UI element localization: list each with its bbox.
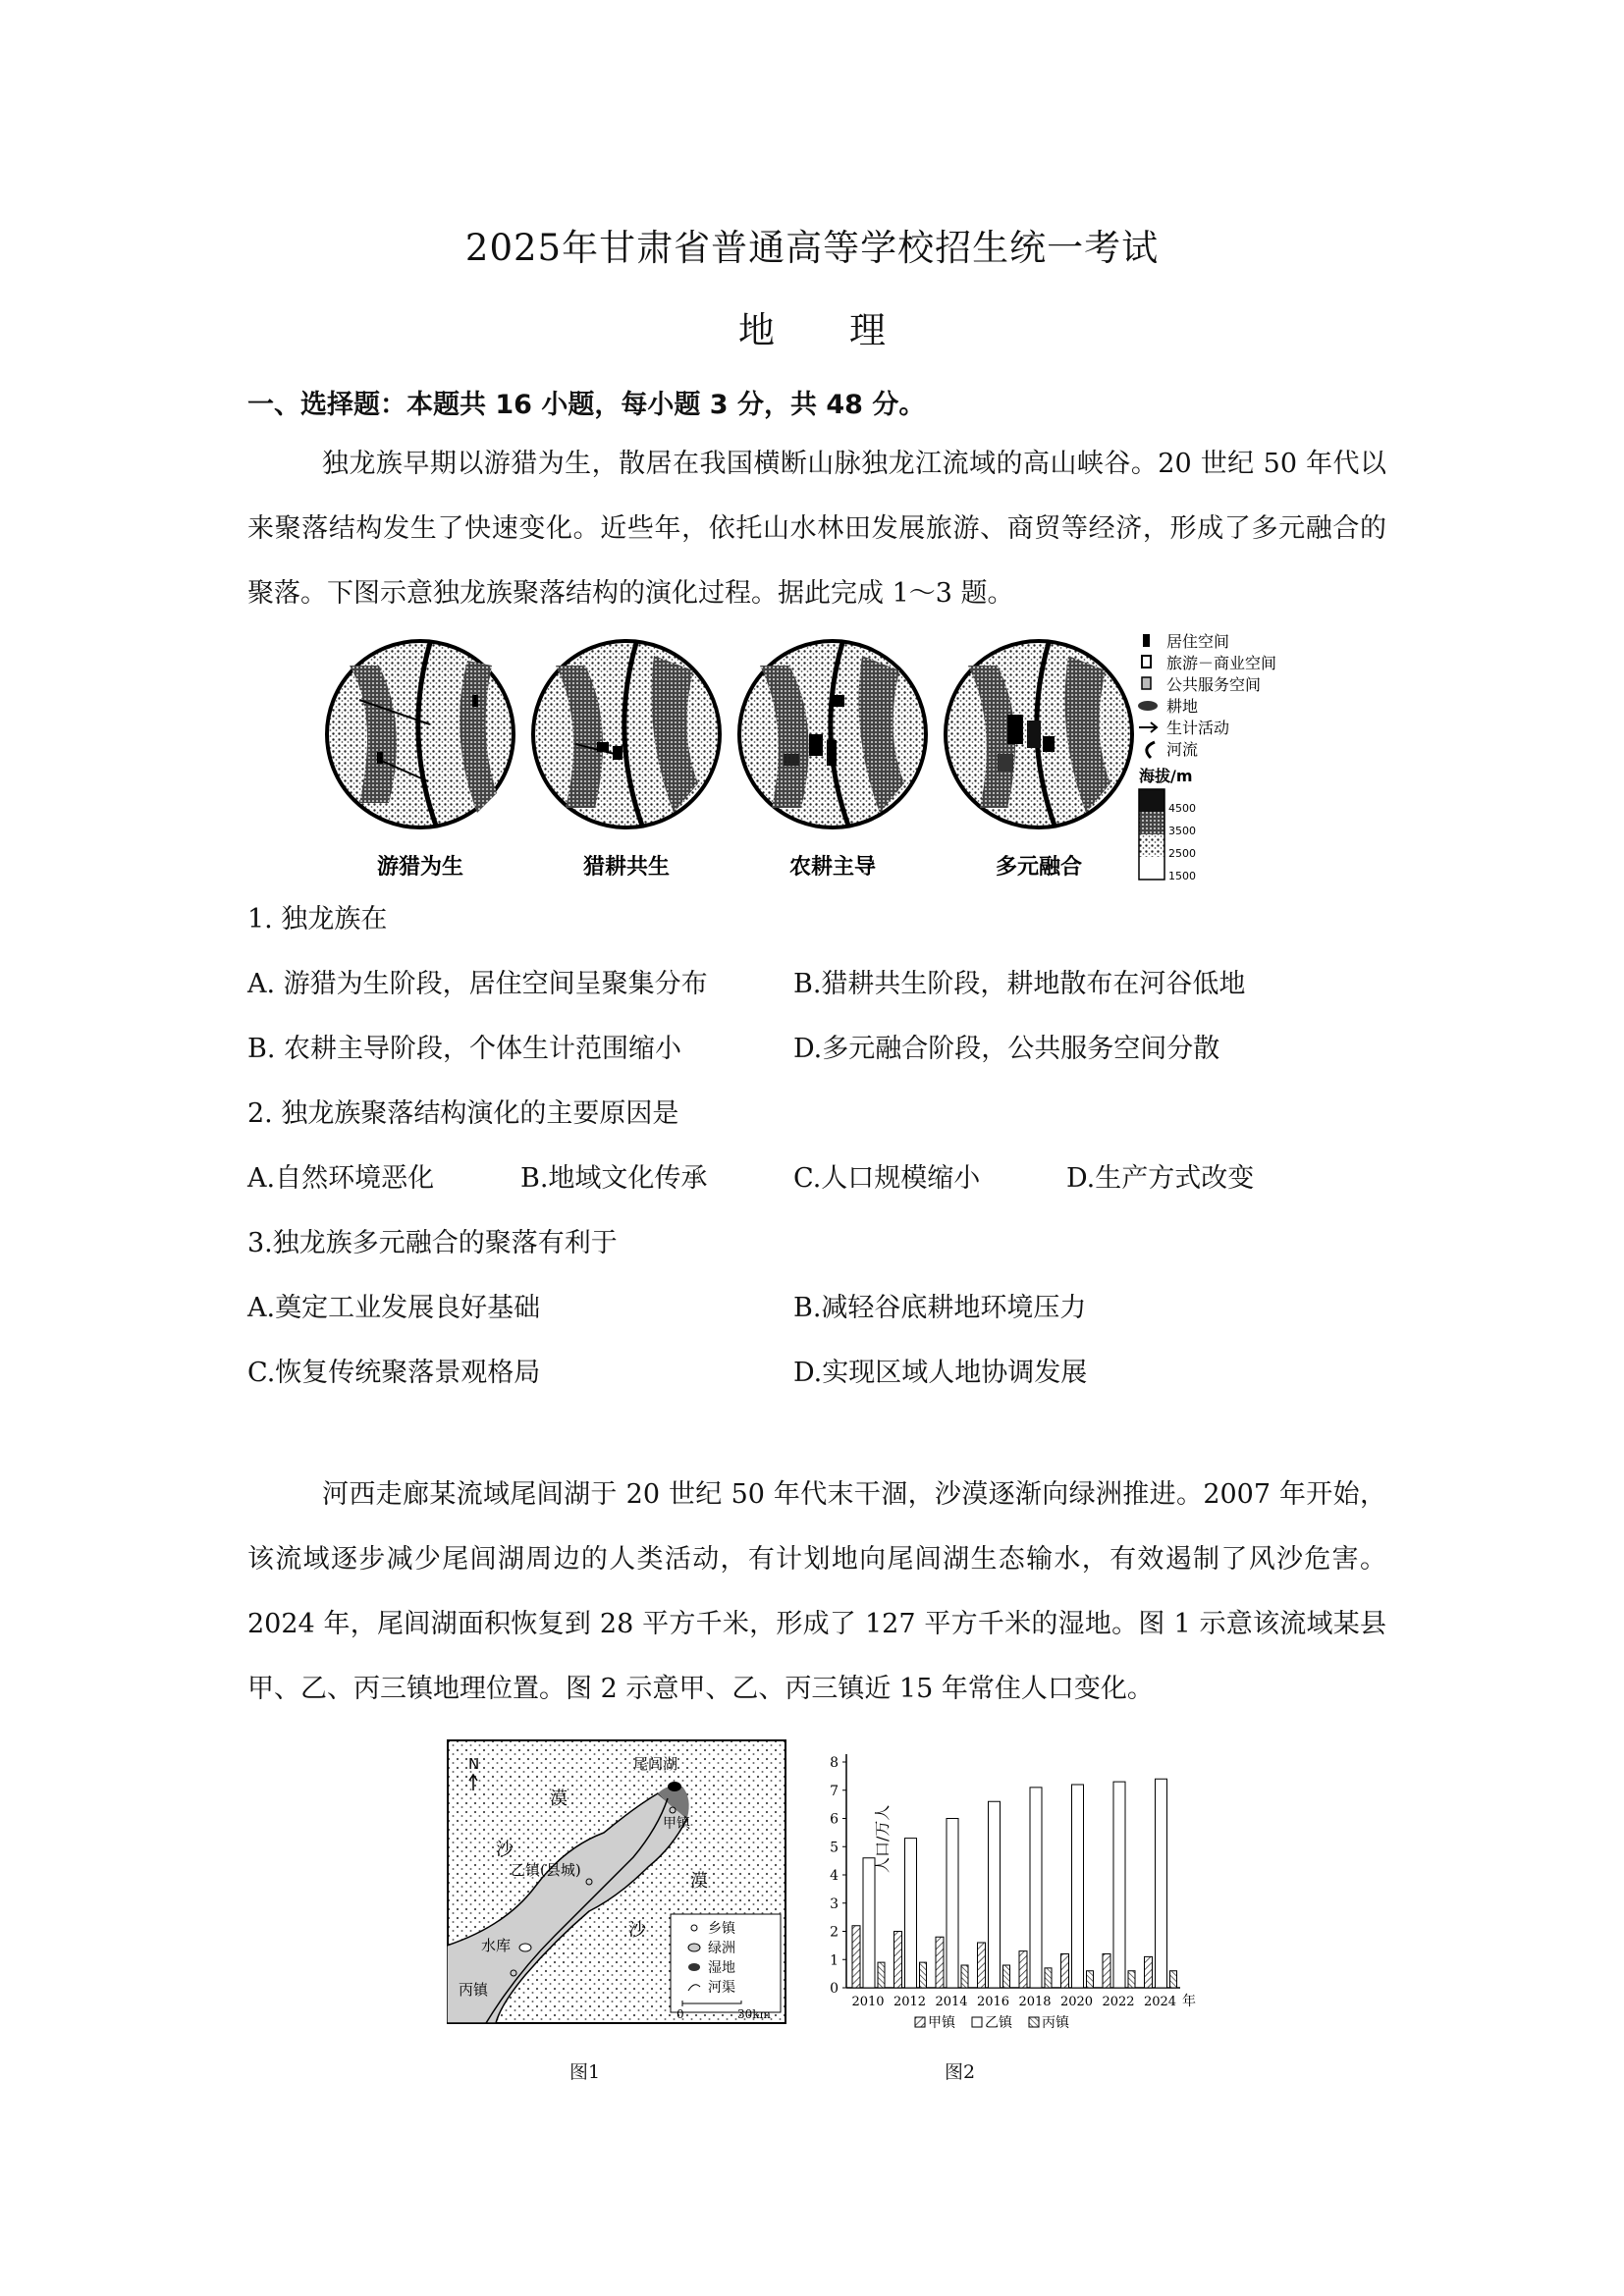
- legend-river-icon: [1147, 742, 1155, 758]
- stage-label-3: 农耕主导: [788, 855, 877, 880]
- legend-canal-label: 河渠: [708, 1980, 735, 1996]
- settlement-evolution-figure: [320, 626, 1304, 883]
- legend-wetland-icon: [688, 1963, 700, 1971]
- legend-farmland-icon: [1138, 701, 1158, 711]
- stage-circle-2: [533, 641, 720, 828]
- stage-label-1: 游猎为生: [376, 855, 464, 880]
- bar-甲镇-2022: [1103, 1954, 1110, 1989]
- legend-swatch-甲镇: [915, 2017, 925, 2027]
- legend-river-label: 河流: [1166, 740, 1199, 759]
- legend-tourism-label: 旅游－商业空间: [1166, 654, 1277, 672]
- stage-label-2: 猎耕共生: [582, 855, 671, 880]
- legend-elev-level-3: 2500: [1168, 847, 1196, 860]
- y-tick-label: 8: [830, 1755, 839, 1771]
- subject-char-2: 理: [849, 309, 886, 351]
- subject-char-1: 地: [738, 309, 775, 351]
- bar-甲镇-2016: [978, 1943, 986, 1988]
- bar-乙镇-2014: [947, 1819, 958, 1989]
- legend-label-甲镇: 甲镇: [928, 2015, 955, 2031]
- q2-option-d: D.生产方式改变: [1066, 1163, 1255, 1194]
- x-tick-label: 2016: [976, 1995, 1010, 2009]
- y-tick-label: 7: [830, 1783, 839, 1799]
- bing-town-label: 丙镇: [459, 1981, 489, 1999]
- y-tick-label: 6: [830, 1811, 839, 1828]
- legend-town-label: 乡镇: [708, 1921, 735, 1937]
- legend-swatch-丙镇: [1029, 2017, 1039, 2027]
- legend-oasis-icon: [688, 1944, 700, 1951]
- legend-elev-swatch-4: [1139, 857, 1164, 880]
- stage-circle-1: [327, 641, 514, 828]
- bar-乙镇-2024: [1156, 1779, 1167, 1988]
- legend-swatch-乙镇: [972, 2017, 982, 2027]
- jia-town-label: 甲镇: [663, 1816, 690, 1832]
- bar-丙镇-2020: [1087, 1971, 1094, 1988]
- passage-1: 独龙族早期以游猎为生，散居在我国横断山脉独龙江流域的高山峡谷。20 世纪 50 年代以来聚落结构发生了快速变化。近些年，依托山水林田发展旅游、商贸等经济，形成了多元融合的聚落。下图示意独龙族聚落结构的演化过程。据此完成 1～3 题。: [247, 449, 1386, 609]
- y-tick-label: 3: [830, 1896, 839, 1912]
- chart-y-label: 人口/万人: [873, 1804, 892, 1873]
- legend-elev-level-2: 3500: [1168, 825, 1196, 837]
- legend-activity-icon: [1139, 722, 1157, 732]
- desert-char-3: 漠: [690, 1871, 708, 1892]
- desert-char-2: 沙: [496, 1840, 514, 1860]
- legend-tourism-icon: [1142, 656, 1151, 667]
- bar-甲镇-2018: [1019, 1951, 1027, 1988]
- legend-wetland-label: 湿地: [708, 1960, 735, 1976]
- bar-甲镇-2024: [1145, 1956, 1153, 1988]
- bar-丙镇-2014: [961, 1965, 968, 1988]
- y-tick-label: 2: [830, 1924, 839, 1941]
- reservoir-label: 水库: [481, 1937, 512, 1954]
- settlement-legend: [1138, 632, 1276, 882]
- x-tick-label: 2018: [1018, 1995, 1052, 2009]
- bar-甲镇-2012: [894, 1932, 902, 1989]
- x-tick-label: 2012: [893, 1995, 927, 2009]
- x-axis-unit: 年: [1182, 1994, 1196, 2009]
- bar-甲镇-2010: [852, 1926, 860, 1988]
- x-tick-label: 2022: [1102, 1995, 1135, 2009]
- legend-elev-level-1: 4500: [1168, 802, 1196, 815]
- legend-oasis-label: 绿洲: [708, 1941, 735, 1956]
- q1-option-d: D.多元融合阶段，公共服务空间分散: [793, 1034, 1220, 1064]
- bar-丙镇-2022: [1128, 1971, 1135, 1988]
- y-tick-label: 0: [830, 1981, 839, 1997]
- legend-public-service-label: 公共服务空间: [1166, 675, 1262, 694]
- bar-丙镇-2024: [1170, 1971, 1177, 1988]
- legend-elev-swatch-1: [1139, 789, 1164, 812]
- legend-label-乙镇: 乙镇: [985, 2015, 1012, 2031]
- q1-option-c: B. 农耕主导阶段，个体生计范围缩小: [247, 1034, 682, 1064]
- bar-甲镇-2020: [1061, 1954, 1069, 1989]
- x-tick-label: 2020: [1059, 1995, 1094, 2009]
- q3-option-b: B.减轻谷底耕地环境压力: [793, 1293, 1087, 1323]
- yi-town-label: 乙镇(县城): [511, 1861, 581, 1879]
- legend-activity-label: 生计活动: [1166, 719, 1230, 737]
- legend-public-service-icon: [1142, 677, 1151, 689]
- q3-option-c: C.恢复传统聚落景观格局: [247, 1358, 541, 1388]
- subject-title: [0, 300, 1624, 353]
- question-1-stem: 1. 独龙族在: [247, 904, 388, 934]
- x-tick-label: 2024: [1143, 1995, 1177, 2009]
- legend-elev-swatch-3: [1139, 834, 1164, 857]
- exam-title: 2025年甘肃省普通高等学校招生统一考试: [464, 227, 1160, 269]
- legend-elev-level-4: 1500: [1168, 870, 1196, 882]
- q1-option-a: A. 游猎为生阶段，居住空间呈聚集分布: [247, 969, 708, 999]
- lake-label: 尾闾湖: [633, 1755, 678, 1773]
- legend-residential-label: 居住空间: [1166, 632, 1230, 651]
- y-tick-label: 1: [830, 1952, 839, 1969]
- bar-乙镇-2010: [863, 1858, 875, 1988]
- stage-circle-4: [946, 641, 1132, 828]
- north-label: N: [468, 1755, 480, 1773]
- stage-circle-3: [739, 641, 926, 828]
- bar-丙镇-2018: [1045, 1968, 1052, 1988]
- x-tick-label: 2014: [935, 1995, 968, 2009]
- figure-1-caption: 图1: [569, 2061, 601, 2083]
- passage-2: 河西走廊某流域尾闾湖于 20 世纪 50 年代末干涸，沙漠逐渐向绿洲推进。2007 年开始，该流域逐步减少尾闾湖周边的人类活动，有计划地向尾闾湖生态输水，有效遏制了风沙危害。2024 年，尾闾湖面积恢复到 28 平方千米，形成了 127 平方千米的湿地。图 1 示意该流域某县甲、乙、丙三镇地理位置。图 2 示意甲、乙、丙三镇近 15 年常住人口变化。: [247, 1479, 1386, 1704]
- desert-char-1: 漠: [550, 1789, 568, 1809]
- scale-start-label: 0: [677, 2007, 684, 2021]
- q2-option-b: B.地域文化传承: [520, 1163, 708, 1194]
- bar-乙镇-2012: [905, 1839, 917, 1988]
- bar-甲镇-2014: [936, 1937, 944, 1988]
- figure-2-caption: 图2: [945, 2061, 976, 2083]
- legend-residential-icon: [1143, 634, 1150, 647]
- stage-label-4: 多元融合: [995, 855, 1083, 880]
- bar-乙镇-2016: [989, 1801, 1001, 1988]
- bar-乙镇-2018: [1030, 1788, 1042, 1988]
- bar-丙镇-2016: [1003, 1965, 1010, 1988]
- q3-option-d: D.实现区域人地协调发展: [793, 1358, 1088, 1388]
- y-tick-label: 4: [830, 1868, 839, 1884]
- map-legend: [671, 1914, 781, 2021]
- legend-label-丙镇: 丙镇: [1042, 2015, 1069, 2031]
- question-3-stem: 3.独龙族多元融合的聚落有利于: [247, 1228, 618, 1258]
- scale-end-label: 30km: [737, 2007, 771, 2021]
- bar-乙镇-2020: [1072, 1785, 1084, 1988]
- y-tick-label: 5: [830, 1840, 839, 1856]
- figure-2-chart: [797, 1747, 1200, 2052]
- bar-丙镇-2012: [920, 1962, 927, 1988]
- q1-option-b: B.猎耕共生阶段，耕地散布在河谷低地: [793, 969, 1246, 999]
- lake-marker: [668, 1782, 681, 1791]
- legend-elev-swatch-2: [1139, 812, 1164, 834]
- q3-option-a: A.奠定工业发展良好基础: [247, 1293, 541, 1323]
- desert-char-4: 沙: [628, 1920, 646, 1941]
- bar-丙镇-2010: [878, 1962, 885, 1988]
- legend-elevation-title: 海拔/m: [1139, 767, 1193, 785]
- legend-farmland-label: 耕地: [1166, 697, 1199, 716]
- section-heading: 一、选择题：本题共 16 小题，每小题 3 分，共 48 分。: [247, 390, 926, 420]
- question-2-stem: 2. 独龙族聚落结构演化的主要原因是: [247, 1098, 679, 1129]
- figure-1-map: [447, 1739, 786, 2024]
- bar-乙镇-2022: [1113, 1782, 1125, 1988]
- q2-option-a: A.自然环境恶化: [247, 1163, 435, 1194]
- q2-option-c: C.人口规模缩小: [793, 1163, 981, 1194]
- x-tick-label: 2010: [851, 1995, 885, 2009]
- reservoir-marker: [519, 1944, 531, 1951]
